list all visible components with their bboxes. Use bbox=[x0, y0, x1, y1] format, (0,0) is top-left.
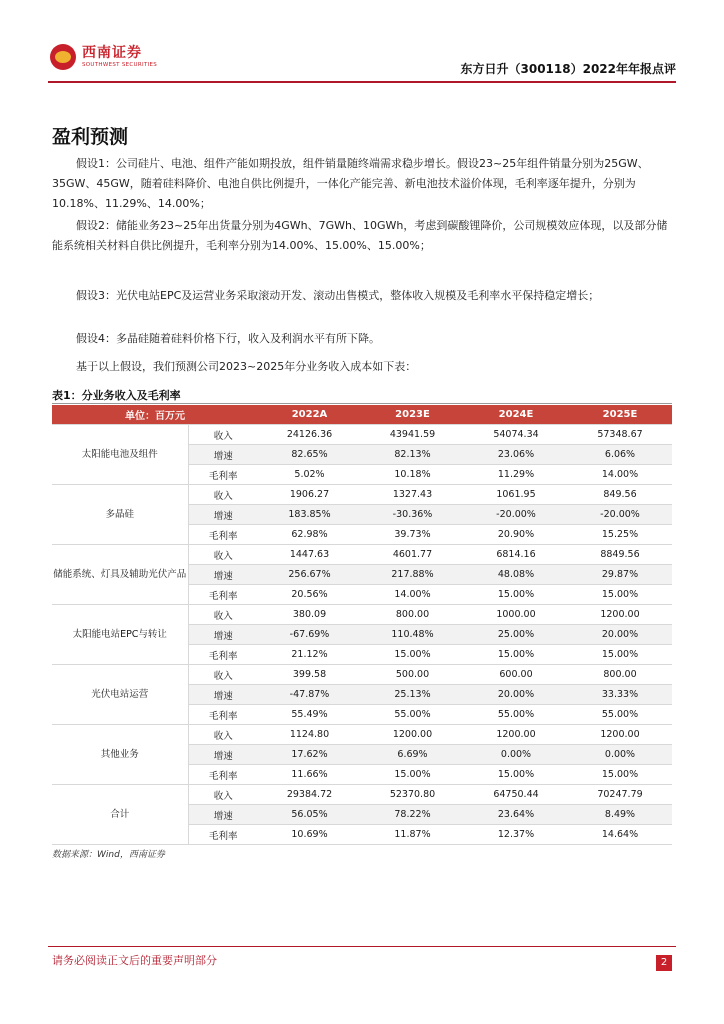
metric-label: 增速 bbox=[188, 805, 258, 825]
table-header-row bbox=[52, 405, 672, 425]
section-title: 盈利预测 bbox=[52, 126, 129, 148]
metric-label: 毛利率 bbox=[188, 765, 258, 785]
table-cell: 20.00% bbox=[464, 685, 568, 705]
table-cell: 6.69% bbox=[361, 745, 464, 765]
table-cell: 56.05% bbox=[258, 805, 361, 825]
table-cell: 21.12% bbox=[258, 645, 361, 665]
table-cell: 43941.59 bbox=[361, 425, 464, 445]
metric-label: 增速 bbox=[188, 505, 258, 525]
data-source-note: 数据来源：Wind，西南证券 bbox=[52, 850, 165, 860]
document-title: 东方日升（300118）2022年年报点评 bbox=[460, 62, 676, 76]
table-cell: 1906.27 bbox=[258, 485, 361, 505]
table-cell: 110.48% bbox=[361, 625, 464, 645]
logo-chinese-name: 西南证券 bbox=[82, 45, 142, 61]
table-cell: 78.22% bbox=[361, 805, 464, 825]
table-cell: 55.00% bbox=[568, 705, 672, 725]
table-cell: 15.25% bbox=[568, 525, 672, 545]
table-cell: 15.00% bbox=[568, 585, 672, 605]
table-cell: 4601.77 bbox=[361, 545, 464, 565]
table-cell: 5.02% bbox=[258, 465, 361, 485]
segment-name: 储能系统、灯具及辅助光伏产品 bbox=[52, 545, 188, 605]
metric-label: 毛利率 bbox=[188, 465, 258, 485]
table-cell: 1200.00 bbox=[568, 605, 672, 625]
logo-icon bbox=[50, 44, 76, 70]
metric-label: 毛利率 bbox=[188, 825, 258, 845]
footer-divider bbox=[48, 946, 676, 947]
table-cell: 1447.63 bbox=[258, 545, 361, 565]
table-cell: 600.00 bbox=[464, 665, 568, 685]
metric-label: 毛利率 bbox=[188, 525, 258, 545]
table-row bbox=[52, 725, 672, 745]
table-cell: 25.00% bbox=[464, 625, 568, 645]
table-cell: 800.00 bbox=[361, 605, 464, 625]
table-cell: 11.29% bbox=[464, 465, 568, 485]
metric-label: 收入 bbox=[188, 425, 258, 445]
metric-label: 毛利率 bbox=[188, 585, 258, 605]
table-cell: 15.00% bbox=[464, 765, 568, 785]
table-cell: 54074.34 bbox=[464, 425, 568, 445]
column-header: 2025E bbox=[568, 405, 672, 425]
table-row bbox=[52, 605, 672, 625]
table-cell: -67.69% bbox=[258, 625, 361, 645]
table-cell: 48.08% bbox=[464, 565, 568, 585]
metric-label: 收入 bbox=[188, 485, 258, 505]
table-cell: 15.00% bbox=[568, 645, 672, 665]
metric-label: 收入 bbox=[188, 785, 258, 805]
unit-header: 单位：百万元 bbox=[52, 405, 258, 425]
table-cell: 183.85% bbox=[258, 505, 361, 525]
table-cell: 10.18% bbox=[361, 465, 464, 485]
segment-name: 其他业务 bbox=[52, 725, 188, 785]
metric-label: 增速 bbox=[188, 625, 258, 645]
table-cell: 23.06% bbox=[464, 445, 568, 465]
table-cell: 6814.16 bbox=[464, 545, 568, 565]
table-cell: 11.87% bbox=[361, 825, 464, 845]
table-cell: 380.09 bbox=[258, 605, 361, 625]
table-cell: 39.73% bbox=[361, 525, 464, 545]
table-cell: 55.00% bbox=[361, 705, 464, 725]
column-header: 2023E bbox=[361, 405, 464, 425]
segment-name: 太阳能电池及组件 bbox=[52, 425, 188, 485]
metric-label: 收入 bbox=[188, 665, 258, 685]
table-cell: 849.56 bbox=[568, 485, 672, 505]
metric-label: 增速 bbox=[188, 745, 258, 765]
metric-label: 收入 bbox=[188, 605, 258, 625]
column-header: 2024E bbox=[464, 405, 568, 425]
table-cell: 55.00% bbox=[464, 705, 568, 725]
table-cell: 217.88% bbox=[361, 565, 464, 585]
page-header bbox=[48, 40, 676, 82]
metric-label: 毛利率 bbox=[188, 705, 258, 725]
table-cell: -30.36% bbox=[361, 505, 464, 525]
table-cell: 0.00% bbox=[568, 745, 672, 765]
footer-disclaimer: 请务必阅读正文后的重要声明部分 bbox=[52, 954, 217, 967]
table-cell: 20.56% bbox=[258, 585, 361, 605]
table-row bbox=[52, 545, 672, 565]
column-header: 2022A bbox=[258, 405, 361, 425]
table-cell: 52370.80 bbox=[361, 785, 464, 805]
table-cell: -47.87% bbox=[258, 685, 361, 705]
table-row bbox=[52, 425, 672, 445]
table-cell: 15.00% bbox=[361, 645, 464, 665]
table-cell: 57348.67 bbox=[568, 425, 672, 445]
table-cell: 25.13% bbox=[361, 685, 464, 705]
table-cell: 64750.44 bbox=[464, 785, 568, 805]
logo-english-name: SOUTHWEST SECURITIES bbox=[82, 62, 158, 68]
revenue-margin-table bbox=[52, 405, 672, 845]
page-number: 2 bbox=[656, 955, 672, 971]
table-cell: 62.98% bbox=[258, 525, 361, 545]
table-cell: 256.67% bbox=[258, 565, 361, 585]
paragraph-summary: 基于以上假设，我们预测公司2023~2025年分业务收入成本如下表： bbox=[76, 360, 417, 373]
table-cell: 1200.00 bbox=[361, 725, 464, 745]
table-cell: 82.65% bbox=[258, 445, 361, 465]
table-cell: 1200.00 bbox=[464, 725, 568, 745]
segment-name: 多晶硅 bbox=[52, 485, 188, 545]
table-cell: 14.64% bbox=[568, 825, 672, 845]
table-cell: 500.00 bbox=[361, 665, 464, 685]
paragraph-assumption-3: 假设3：光伏电站EPC及运营业务采取滚动开发、滚动出售模式，整体收入规模及毛利率水平保持稳定增长； bbox=[76, 289, 600, 302]
table-cell: 24126.36 bbox=[258, 425, 361, 445]
table-cell: 15.00% bbox=[361, 765, 464, 785]
metric-label: 增速 bbox=[188, 685, 258, 705]
table-row bbox=[52, 665, 672, 685]
table-cell: 23.64% bbox=[464, 805, 568, 825]
table-cell: -20.00% bbox=[568, 505, 672, 525]
table-cell: 17.62% bbox=[258, 745, 361, 765]
table-cell: 8.49% bbox=[568, 805, 672, 825]
metric-label: 收入 bbox=[188, 725, 258, 745]
metric-label: 增速 bbox=[188, 445, 258, 465]
table-cell: 70247.79 bbox=[568, 785, 672, 805]
table-cell: 15.00% bbox=[464, 585, 568, 605]
metric-label: 增速 bbox=[188, 565, 258, 585]
company-logo bbox=[48, 42, 188, 78]
table-cell: -20.00% bbox=[464, 505, 568, 525]
table-cell: 15.00% bbox=[464, 645, 568, 665]
table-cell: 6.06% bbox=[568, 445, 672, 465]
table-cell: 1327.43 bbox=[361, 485, 464, 505]
segment-name: 太阳能电站EPC与转让 bbox=[52, 605, 188, 665]
table-row bbox=[52, 785, 672, 805]
table-cell: 1200.00 bbox=[568, 725, 672, 745]
paragraph-assumption-1: 假设1：公司硅片、电池、组件产能如期投放，组件销量随终端需求稳步增长。假设23~25年组件销量分别为25GW、35GW、45GW，随着硅料降价、电池自供比例提升，一体化产能完善、新电池技术溢价体现，毛利率逐年提升，分别为10.18%、11.29%、14.00%； bbox=[52, 157, 649, 210]
table-cell: 1000.00 bbox=[464, 605, 568, 625]
table-cell: 82.13% bbox=[361, 445, 464, 465]
header-divider bbox=[48, 81, 676, 83]
paragraph-assumption-2: 假设2：储能业务23~25年出货量分别为4GWh、7GWh、10GWh，考虑到碳酸锂降价，公司规模效应体现，以及部分储能系统相关材料自供比例提升，毛利率分别为14.00%、15.00%、15.00%； bbox=[52, 219, 668, 252]
table-cell: 29.87% bbox=[568, 565, 672, 585]
table-cell: 10.69% bbox=[258, 825, 361, 845]
table-cell: 20.00% bbox=[568, 625, 672, 645]
table-row bbox=[52, 485, 672, 505]
segment-name: 合计 bbox=[52, 785, 188, 845]
table-cell: 1061.95 bbox=[464, 485, 568, 505]
table-cell: 399.58 bbox=[258, 665, 361, 685]
table-cell: 55.49% bbox=[258, 705, 361, 725]
table-cell: 1124.80 bbox=[258, 725, 361, 745]
table-cell: 800.00 bbox=[568, 665, 672, 685]
table-cell: 12.37% bbox=[464, 825, 568, 845]
caption-divider bbox=[52, 403, 672, 404]
table-cell: 15.00% bbox=[568, 765, 672, 785]
table-cell: 8849.56 bbox=[568, 545, 672, 565]
table-cell: 14.00% bbox=[361, 585, 464, 605]
metric-label: 毛利率 bbox=[188, 645, 258, 665]
table-cell: 14.00% bbox=[568, 465, 672, 485]
paragraph-assumption-4: 假设4：多晶硅随着硅料价格下行，收入及利润水平有所下降。 bbox=[76, 332, 380, 345]
table-cell: 0.00% bbox=[464, 745, 568, 765]
metric-label: 收入 bbox=[188, 545, 258, 565]
table-cell: 20.90% bbox=[464, 525, 568, 545]
table-cell: 33.33% bbox=[568, 685, 672, 705]
segment-name: 光伏电站运营 bbox=[52, 665, 188, 725]
table-cell: 29384.72 bbox=[258, 785, 361, 805]
table-cell: 11.66% bbox=[258, 765, 361, 785]
table-caption: 表1：分业务收入及毛利率 bbox=[52, 389, 181, 402]
